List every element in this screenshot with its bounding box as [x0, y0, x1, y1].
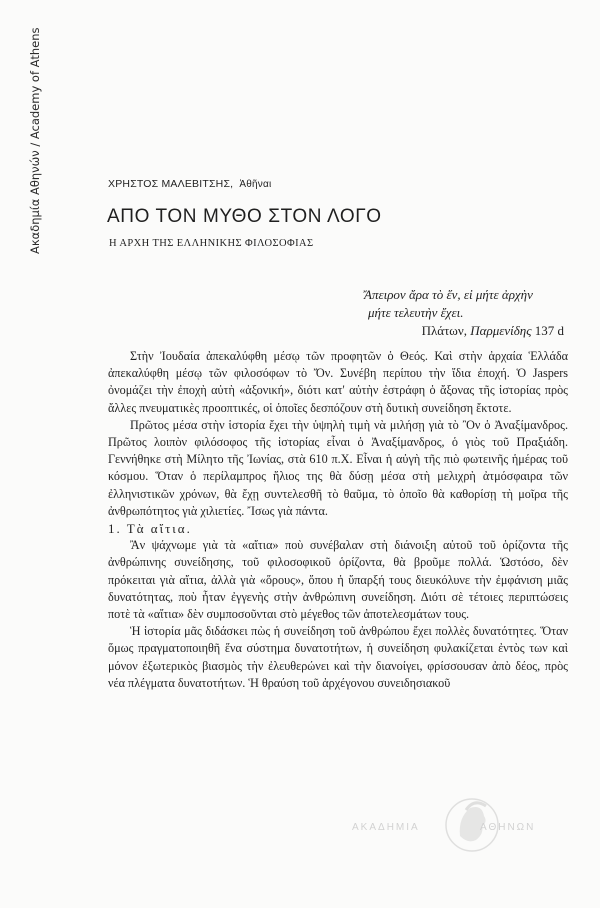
- paragraph-4: Ἡ ἱστορία μᾶς διδάσκει πὼς ἡ συνείδηση τοῦ ἀνθρώπου ἔχει πολλὲς δυνατότητες. Ὅταν ὅμως πραγματοποιηθῆ ἕνα σύστημα δυνατοτήτων, ἡ συνείδηση φυλακίζεται ἐντὸς των καὶ μόνον ἐξωτερικὸς βιασμὸς τὴν ἐλευθερώνει καὶ τὴν διανοίγει, φρίσσουσαν ἀπὸ δέος, πρὸς νέα πλέγματα δυνατοτήτων. Ἡ θραύση τοῦ ἀρχέγονου συνειδησιακοῦ: [108, 624, 568, 690]
- body-text: [108, 348, 568, 692]
- author-name: ΧΡΗΣΤΟΣ ΜΑΛΕΒΙΤΣΗΣ,: [108, 178, 234, 190]
- epigraph-source-work: Παρμενίδης: [470, 323, 532, 338]
- watermark-left-text: ΑΚΑΔΗΜΙΑ: [352, 822, 420, 833]
- epigraph-source-author: Πλάτων,: [421, 323, 467, 338]
- paragraph-1: Στὴν Ἰουδαία ἀπεκαλύφθη μέσῳ τῶν προφητῶν ὁ Θεός. Καὶ στὴν ἀρχαία Ἑλλάδα ἀπεκαλύφθη μέσῳ τῶν φιλοσόφων τὸ Ὄν. Συνέβη περίπου τὴν ἴδια ἐποχή. Ὁ Jaspers ὀνομάζει τὴν ἐποχὴ αὐτὴ «ἀξονική», διότι κατ' αὐτὴν ἐστράφη ὁ ἄξονας τῆς ἱστορίας πρὸς ἄλλες πνευματικὲς προοπτικές, οἱ ὁποῖες δεσπόζουν στὴ δυτικὴ συνείδηση ἔκτοτε.: [108, 349, 568, 415]
- author-city: Ἀθῆναι: [239, 179, 272, 190]
- epigraph-source-ref: 137 d: [534, 323, 564, 338]
- article-title: ΑΠΟ ΤΟΝ ΜΥΘΟ ΣΤΟΝ ΛΟΓΟ: [107, 206, 382, 227]
- academy-watermark: [352, 792, 582, 862]
- section-heading: 1. Τὰ αἴτια.: [108, 521, 192, 537]
- epigraph-line-2: μήτε τελευτὴν ἔχει.: [368, 305, 464, 320]
- watermark-right-text: ΑΘΗΝΩΝ: [480, 822, 536, 833]
- author-line: [108, 178, 271, 190]
- epigraph-line-1: Ἄπειρον ἄρα τὸ ἕν, εἰ μήτε ἀρχὴν: [364, 287, 533, 302]
- article-subtitle: Η ΑΡΧΗ ΤΗΣ ΕΛΛΗΝΙΚΗΣ ΦΙΛΟΣΟΦΙΑΣ: [109, 238, 314, 249]
- paragraph-3: Ἂν ψάχνωμε γιὰ τὰ «αἴτια» ποὺ συνέβαλαν στὴ διάνοιξη αὐτοῦ τοῦ ὁρίζοντα τῆς ἀνθρώπινης συνείδησης, τοῦ φιλοσοφικοῦ ὁρίζοντα, θὰ βροῦμε πολλά. Ὡστόσο, δὲν πρόκειται γιὰ αἴτια, ἀλλὰ γιὰ «ὅρους», ὅπου ἡ ὕπαρξή τους διευκόλυνε τὴν ἐμφάνιση μιᾶς δυνατότητας, ποὺ ἦταν ἐγγενὴς στὴν ἀνθρώπινη συνείδηση. Διότι σὲ τέτοιες περιπτώσεις ποτὲ τὰ «αἴτια» δὲν συμποσοῦνται στὸ μέγεθος τῶν ἀποτελεσμάτων τους.: [108, 538, 568, 622]
- epigraph: [364, 286, 574, 340]
- side-note: Ακαδημία Αθηνών / Academy of Athens: [28, 27, 42, 254]
- epigraph-source: [364, 322, 564, 340]
- paragraph-2: Πρῶτος μέσα στὴν ἱστορία ἔχει τὴν ὑψηλὴ τιμὴ νὰ μιλήσῃ γιὰ τὸ Ὂν ὁ Ἀναξίμανδρος. Πρῶτος λοιπὸν φιλόσοφος τῆς ἱστορίας εἶναι ὁ Ἀναξίμανδρος, ὁ γιὸς τοῦ Πραξιάδη. Γεννήθηκε στὴ Μίλητο τῆς Ἰωνίας, στὰ 610 π.Χ. Εἶναι ἡ αὐγὴ τῆς πιὸ φωτεινῆς ἡμέρας τοῦ κόσμου. Ὅταν ὁ περίλαμπρος ἥλιος της θὰ δύσῃ μέσα στὴ μελιχρὴ ἀτμόσφαιρα τῶν ἐλληνιστικῶν χρόνων, θὰ ἔχῃ συντελεσθῆ τὸ θαῦμα, τὸ ὁποῖο θὰ καθορίσῃ τὴ μοῖρα τῆς ἀνθρωπότητος γιὰ χιλιετίες. Ἴσως γιὰ πάντα.: [108, 417, 568, 518]
